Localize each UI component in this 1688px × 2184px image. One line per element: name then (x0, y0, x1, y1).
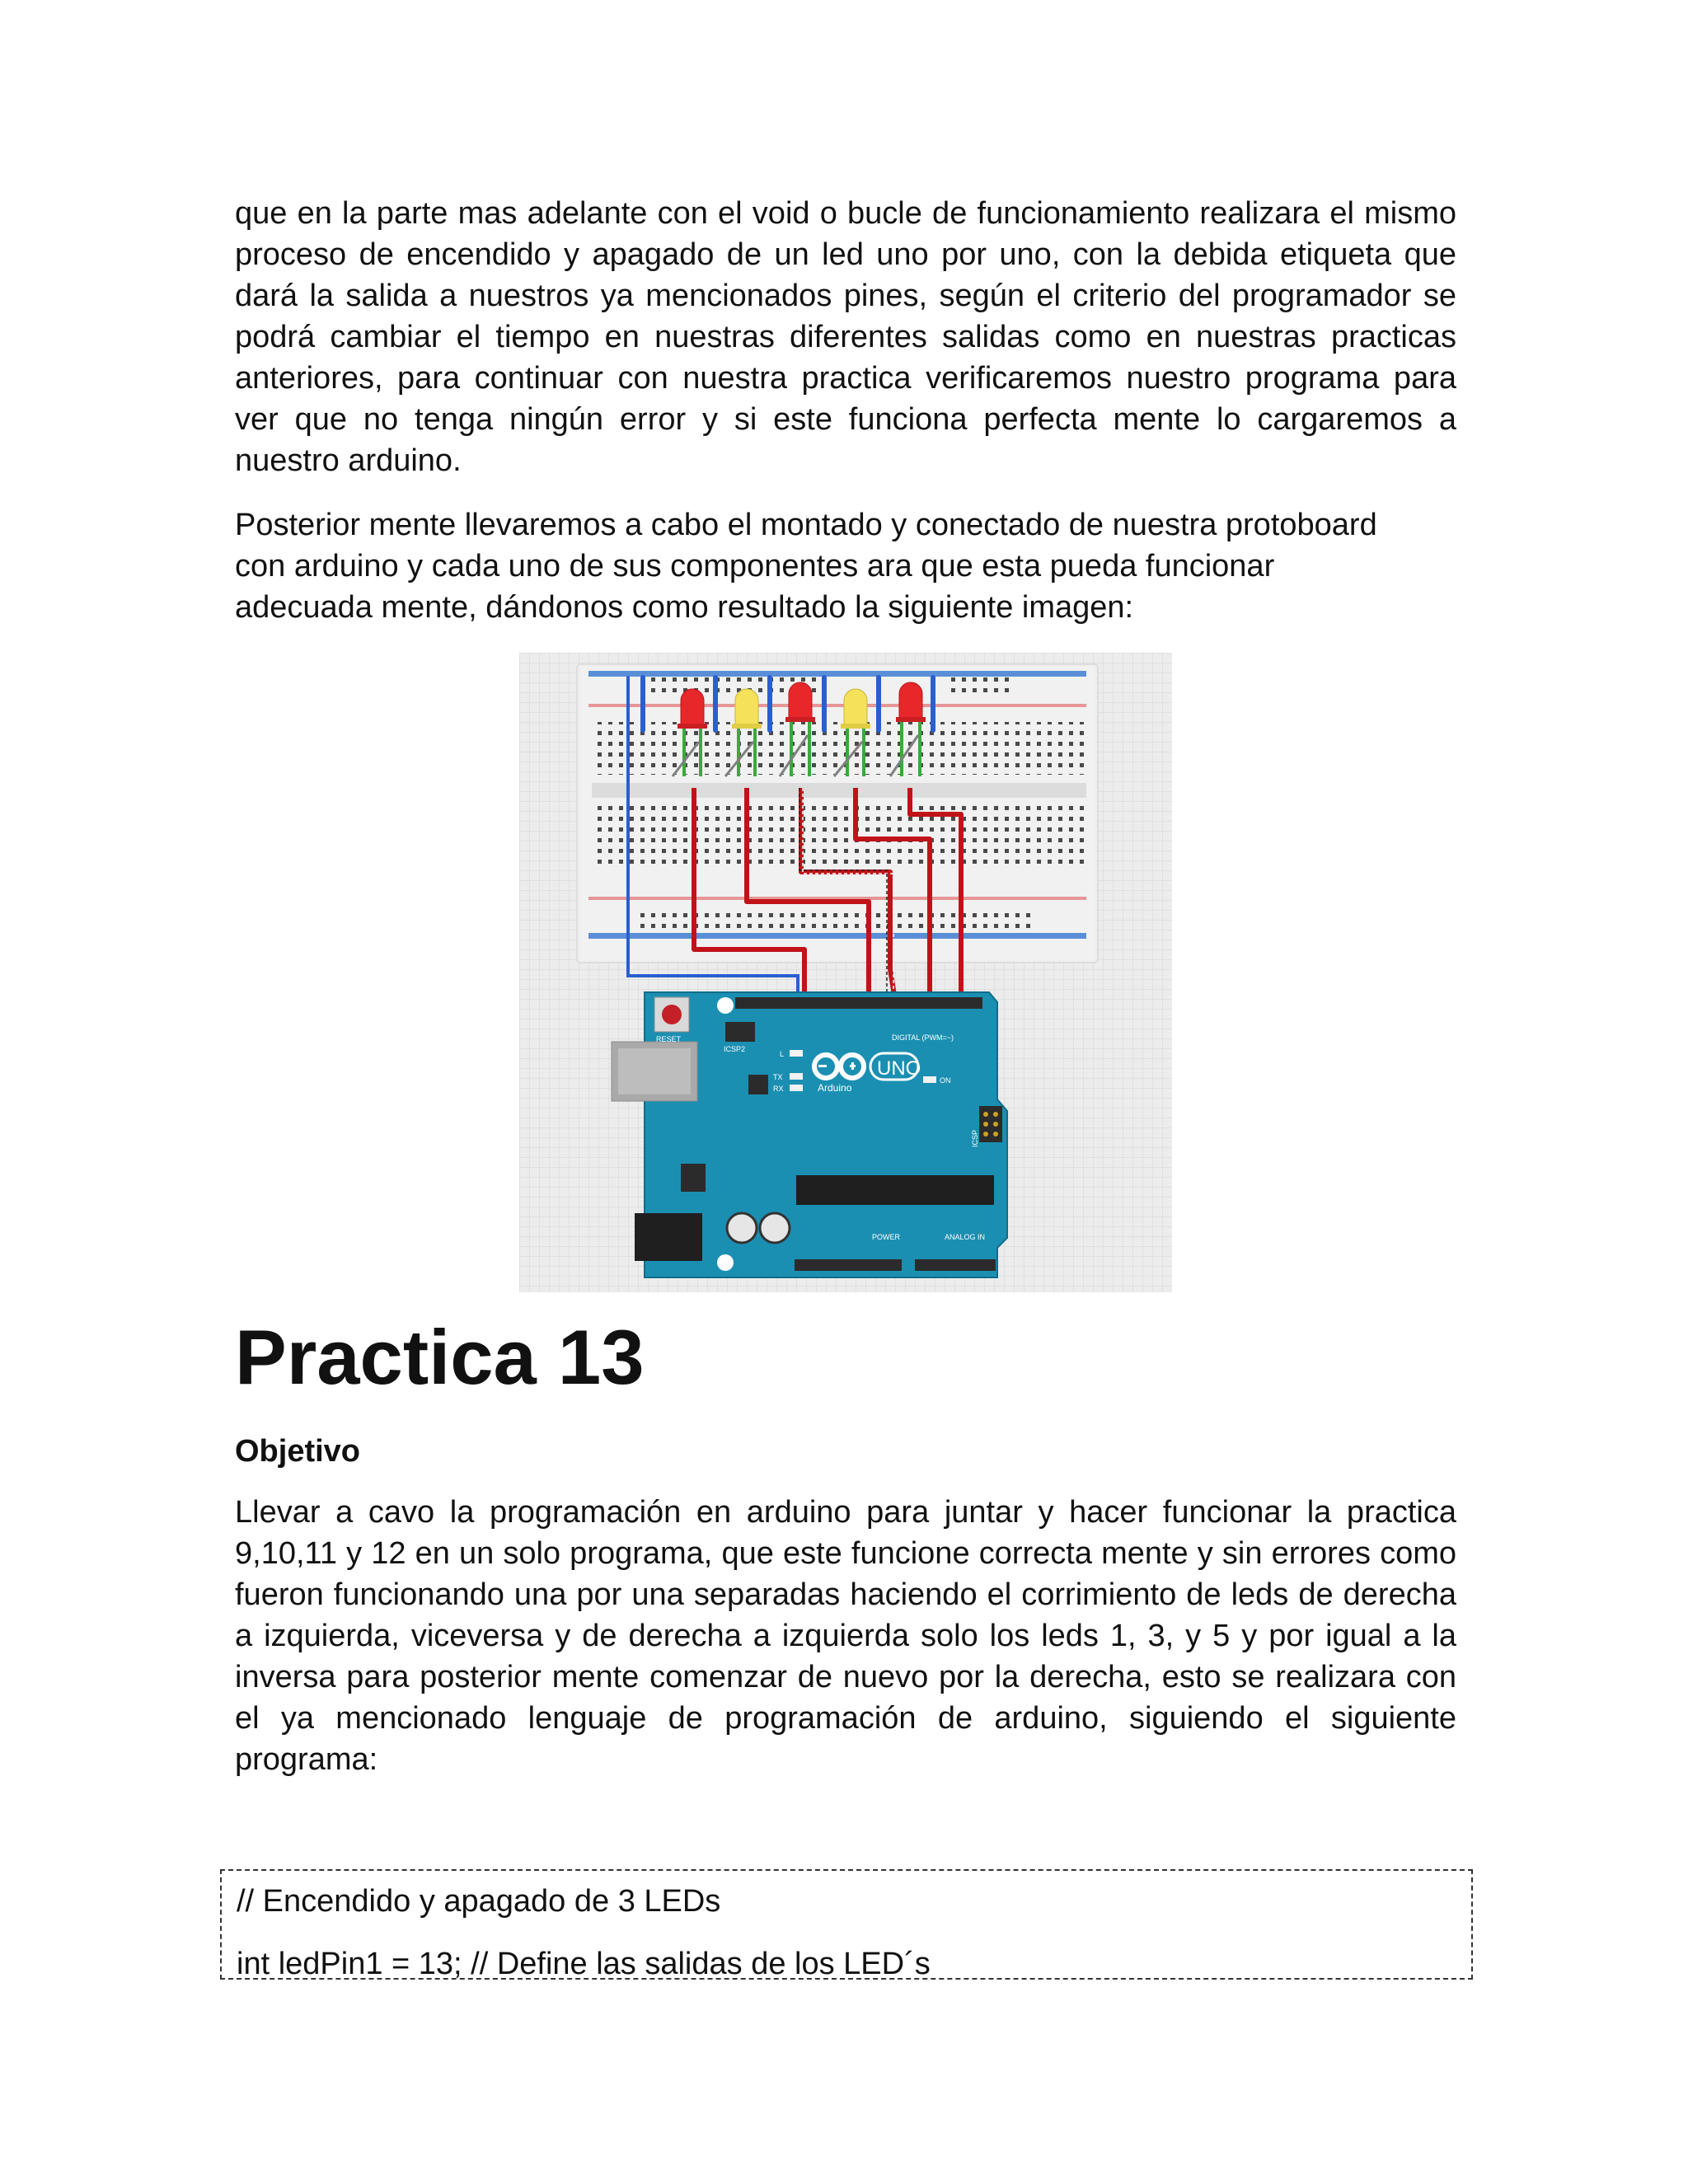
breadboard (577, 664, 1098, 963)
paragraph-assembly (235, 504, 1456, 628)
section-title: Practica 13 (235, 1314, 645, 1400)
paragraph-assembly-line-2: con arduino y cada uno de sus componentes ara que esta pueda funcionar (235, 549, 1275, 583)
code-line-1: // Encendido y apagado de 3 LEDs (237, 1884, 721, 1919)
paragraph-assembly-line-3: adecuada mente, dándonos como resultado la siguiente imagen: (235, 590, 1134, 625)
code-line-2: int ledPin1 = 13; // Define las salidas de los LED´s (237, 1947, 931, 1981)
uno-logo-text: UNO (877, 1057, 921, 1080)
reset-label: RESET (656, 1035, 682, 1043)
led-2 (732, 689, 762, 729)
icsp2-label: ICSP2 (724, 1045, 746, 1053)
led-5 (896, 682, 926, 722)
power-label: POWER (872, 1233, 901, 1241)
tx-label: TX (773, 1073, 783, 1081)
circuit-figure (519, 653, 1172, 1292)
led-3 (785, 682, 815, 722)
led-1 (678, 689, 707, 729)
code-box (220, 1869, 1473, 1980)
digital-label: DIGITAL (PWM=~) (892, 1033, 954, 1042)
paragraph-intro: que en la parte mas adelante con el void o bucle de funcionamiento realizara el mismo proceso de encendido y apagado de un led uno por uno, con la debida etiqueta que dará la salida a nuestros ya mencionados pines, según el criterio del programador se podrá cambiar el tiempo en nuestras diferentes salidas como en nuestras practicas anteriores, para continuar con nuestra practica verificaremos nuestro programa para ver que no tenga ningún error y si este funciona perfecta mente lo cargaremos a nuestro arduino. (235, 196, 1456, 478)
arduino-brand-text: Arduino (818, 1082, 852, 1094)
icsp-label: ICSP (971, 1129, 979, 1147)
paragraph-assembly-line-1: Posterior mente llevaremos a cabo el montado y conectado de nuestra protoboard (235, 508, 1377, 542)
objective-paragraph: Llevar a cavo la programación en arduino para juntar y hacer funcionar la practica 9,10,11 y 12 en un solo programa, que este funcione correcta mente y sin errores como fueron funcionando una por una separadas haciendo el corrimiento de leds de derecha a izquierda, viceversa y de derecha a izquierda solo los leds 1, 3, y 5 y por igual a la inversa para posterior mente comenzar de nuevo por la derecha, esto se realizara con el ya mencionado lenguaje de programación de arduino, siguiendo el siguiente programa: (235, 1495, 1456, 1777)
rx-label: RX (773, 1085, 784, 1093)
on-label: ON (940, 1076, 951, 1085)
arduino-uno-board (612, 992, 1007, 1277)
section-subtitle: Objetivo (235, 1434, 361, 1469)
led-4 (841, 689, 870, 729)
l-label: L (780, 1050, 785, 1058)
analog-label: ANALOG IN (945, 1233, 986, 1241)
